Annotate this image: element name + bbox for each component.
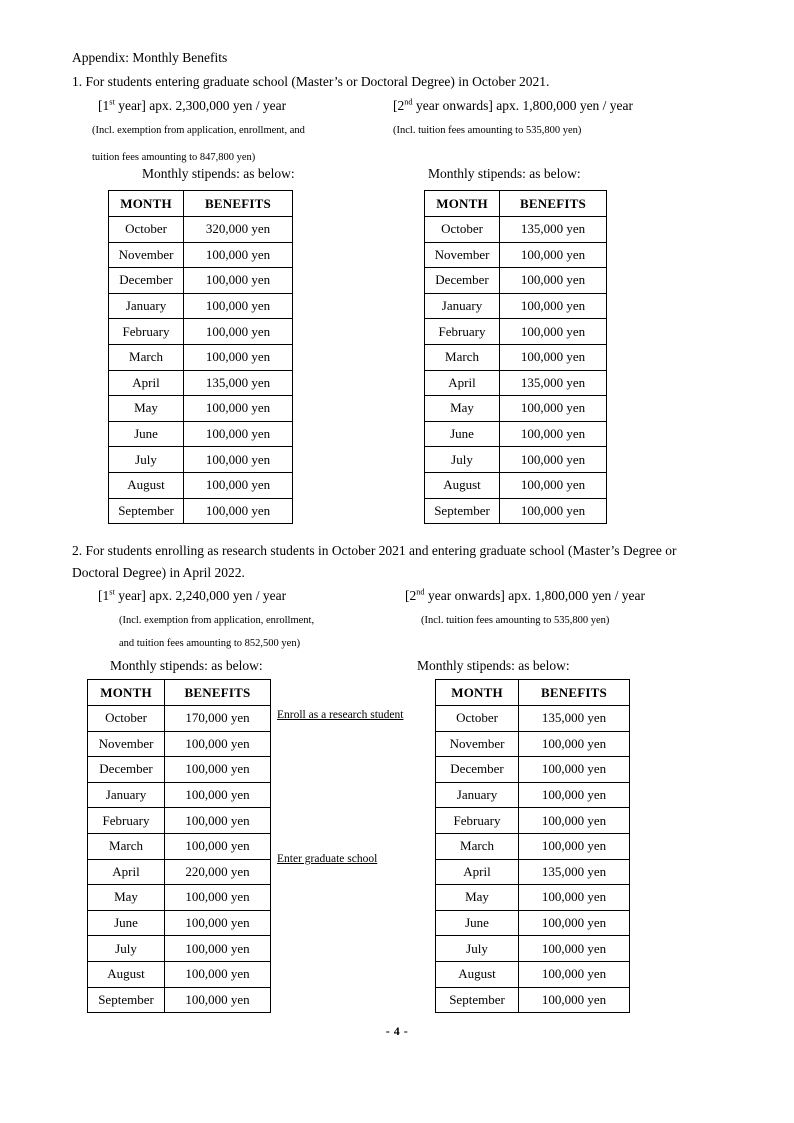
cell-benefit: 100,000 yen <box>500 396 607 422</box>
annotation-enroll-research-student: Enroll as a research student <box>277 709 404 721</box>
cell-benefit: 100,000 yen <box>519 731 630 757</box>
cell-month: July <box>436 936 519 962</box>
cell-benefit: 135,000 yen <box>519 859 630 885</box>
table-row <box>436 757 630 783</box>
cell-benefit: 100,000 yen <box>165 885 271 911</box>
cell-month: February <box>109 319 184 345</box>
table-body <box>109 217 293 524</box>
cell-month: February <box>436 808 519 834</box>
cell-benefit: 100,000 yen <box>165 782 271 808</box>
table-header-row <box>425 191 607 217</box>
table-row <box>88 910 271 936</box>
section-1-left-note-line-2: tuition fees amounting to 847,800 yen) <box>92 152 256 163</box>
page-title: Appendix: Monthly Benefits <box>72 50 228 65</box>
cell-benefit: 100,000 yen <box>519 833 630 859</box>
section-2-heading: 2. For students enrolling as research students in October 2021 and entering graduate school (Master’s Degree or Doctoral Degree) in April 2022. <box>72 543 677 580</box>
cell-month: June <box>425 421 500 447</box>
cell-benefit: 100,000 yen <box>519 757 630 783</box>
section-2-right-stipend-label: Monthly stipends: as below: <box>417 658 570 673</box>
cell-month: September <box>109 498 184 524</box>
cell-month: March <box>88 833 165 859</box>
table-row <box>88 987 271 1013</box>
cell-month: November <box>436 731 519 757</box>
table-row <box>109 319 293 345</box>
table-row <box>436 706 630 732</box>
amount-prefix: [1 <box>98 98 110 113</box>
cell-month: January <box>88 782 165 808</box>
table-row <box>109 370 293 396</box>
ordinal-suffix: st <box>109 587 115 597</box>
column-header-benefits: BENEFITS <box>519 680 630 706</box>
table-row <box>436 859 630 885</box>
table-row <box>88 757 271 783</box>
cell-month: May <box>88 885 165 911</box>
cell-benefit: 100,000 yen <box>165 910 271 936</box>
cell-benefit: 100,000 yen <box>500 498 607 524</box>
table-row <box>425 242 607 268</box>
cell-benefit: 100,000 yen <box>519 961 630 987</box>
table-row <box>436 910 630 936</box>
table-row <box>88 782 271 808</box>
section-2-right-amount <box>405 589 645 603</box>
amount-rest: year onwards] apx. 1,800,000 yen / year <box>412 98 634 113</box>
section-1-right-amount <box>393 99 633 113</box>
table-row <box>436 731 630 757</box>
cell-month: December <box>425 268 500 294</box>
cell-benefit: 100,000 yen <box>500 319 607 345</box>
cell-benefit: 100,000 yen <box>500 268 607 294</box>
benefits-table-second-year-onwards-research-student <box>435 679 630 1013</box>
table-row <box>109 268 293 294</box>
cell-benefit: 100,000 yen <box>184 421 293 447</box>
cell-month: December <box>436 757 519 783</box>
cell-benefit: 100,000 yen <box>184 268 293 294</box>
cell-month: March <box>436 833 519 859</box>
cell-benefit: 100,000 yen <box>519 987 630 1013</box>
cell-benefit: 100,000 yen <box>184 472 293 498</box>
table-row <box>425 472 607 498</box>
ordinal-suffix: nd <box>416 587 425 597</box>
cell-month: September <box>425 498 500 524</box>
benefits-table-second-year-onwards-direct-entry <box>424 190 607 524</box>
table-body <box>425 217 607 524</box>
cell-month: February <box>88 808 165 834</box>
cell-month: July <box>88 936 165 962</box>
cell-benefit: 100,000 yen <box>519 910 630 936</box>
table-body <box>436 706 630 1013</box>
table-row <box>88 961 271 987</box>
cell-benefit: 100,000 yen <box>500 344 607 370</box>
table-row <box>88 859 271 885</box>
cell-benefit: 135,000 yen <box>500 217 607 243</box>
cell-month: July <box>109 447 184 473</box>
cell-benefit: 100,000 yen <box>500 447 607 473</box>
table-row <box>425 217 607 243</box>
cell-benefit: 100,000 yen <box>500 242 607 268</box>
table-row <box>88 885 271 911</box>
table-row <box>425 396 607 422</box>
table-row <box>436 987 630 1013</box>
cell-benefit: 135,000 yen <box>500 370 607 396</box>
column-header-benefits: BENEFITS <box>165 680 271 706</box>
cell-month: July <box>425 447 500 473</box>
amount-rest: year] apx. 2,240,000 yen / year <box>114 588 287 603</box>
cell-benefit: 100,000 yen <box>165 961 271 987</box>
cell-month: June <box>436 910 519 936</box>
section-1-heading: 1. For students entering graduate school (Master’s or Doctoral Degree) in October 2021. <box>72 74 550 89</box>
cell-month: November <box>109 242 184 268</box>
section-1-left-stipend-label: Monthly stipends: as below: <box>142 166 295 181</box>
table-row <box>436 808 630 834</box>
table-row <box>425 370 607 396</box>
column-header-benefits: BENEFITS <box>184 191 293 217</box>
cell-month: May <box>109 396 184 422</box>
table-row <box>425 421 607 447</box>
cell-benefit: 100,000 yen <box>184 344 293 370</box>
cell-month: May <box>436 885 519 911</box>
cell-month: May <box>425 396 500 422</box>
table-row <box>436 961 630 987</box>
cell-month: December <box>109 268 184 294</box>
cell-benefit: 100,000 yen <box>184 447 293 473</box>
cell-month: November <box>425 242 500 268</box>
amount-rest: year onwards] apx. 1,800,000 yen / year <box>424 588 646 603</box>
table-header-row <box>436 680 630 706</box>
table-row <box>436 782 630 808</box>
section-2-right-note-line-1: (Incl. tuition fees amounting to 535,800 yen) <box>421 615 610 626</box>
cell-month: January <box>436 782 519 808</box>
section-2-left-amount <box>98 589 286 603</box>
cell-benefit: 100,000 yen <box>184 319 293 345</box>
cell-month: October <box>436 706 519 732</box>
cell-month: September <box>88 987 165 1013</box>
cell-month: April <box>109 370 184 396</box>
table-row <box>425 319 607 345</box>
cell-benefit: 100,000 yen <box>165 833 271 859</box>
cell-month: October <box>425 217 500 243</box>
cell-month: August <box>425 472 500 498</box>
benefits-table-first-year-research-student <box>87 679 271 1013</box>
amount-prefix: [2 <box>393 98 405 113</box>
cell-benefit: 320,000 yen <box>184 217 293 243</box>
cell-month: January <box>109 293 184 319</box>
cell-benefit: 100,000 yen <box>519 808 630 834</box>
cell-month: June <box>88 910 165 936</box>
cell-benefit: 100,000 yen <box>184 498 293 524</box>
table-row <box>109 293 293 319</box>
cell-month: April <box>425 370 500 396</box>
table-row <box>425 498 607 524</box>
cell-month: March <box>425 344 500 370</box>
table-row <box>88 936 271 962</box>
section-1-right-note-line-1: (Incl. tuition fees amounting to 535,800 yen) <box>393 125 582 136</box>
table-row <box>436 833 630 859</box>
cell-benefit: 170,000 yen <box>165 706 271 732</box>
table-row <box>109 447 293 473</box>
cell-month: December <box>88 757 165 783</box>
amount-prefix: [2 <box>405 588 417 603</box>
cell-month: April <box>88 859 165 885</box>
annotation-enter-graduate-school: Enter graduate school <box>277 853 378 865</box>
cell-benefit: 100,000 yen <box>519 936 630 962</box>
cell-month: August <box>88 961 165 987</box>
table-row <box>425 447 607 473</box>
section-2-left-note-line-1: (Incl. exemption from application, enrollment, <box>119 615 315 626</box>
cell-benefit: 100,000 yen <box>165 936 271 962</box>
benefits-table-first-year-direct-entry <box>108 190 293 524</box>
cell-month: March <box>109 344 184 370</box>
cell-benefit: 100,000 yen <box>184 293 293 319</box>
cell-benefit: 100,000 yen <box>165 757 271 783</box>
cell-benefit: 100,000 yen <box>184 396 293 422</box>
column-header-benefits: BENEFITS <box>500 191 607 217</box>
cell-benefit: 100,000 yen <box>500 472 607 498</box>
cell-benefit: 100,000 yen <box>519 885 630 911</box>
cell-month: August <box>109 472 184 498</box>
table-row <box>88 833 271 859</box>
cell-benefit: 100,000 yen <box>165 808 271 834</box>
table-row <box>88 731 271 757</box>
cell-month: June <box>109 421 184 447</box>
section-2-left-stipend-label: Monthly stipends: as below: <box>110 658 263 673</box>
column-header-month: MONTH <box>436 680 519 706</box>
table-row <box>88 706 271 732</box>
cell-benefit: 100,000 yen <box>165 731 271 757</box>
cell-month: September <box>436 987 519 1013</box>
table-row <box>425 344 607 370</box>
cell-benefit: 220,000 yen <box>165 859 271 885</box>
table-row <box>88 808 271 834</box>
cell-month: February <box>425 319 500 345</box>
cell-benefit: 100,000 yen <box>500 293 607 319</box>
table-row <box>425 293 607 319</box>
table-header-row <box>88 680 271 706</box>
section-1-right-stipend-label: Monthly stipends: as below: <box>428 166 581 181</box>
amount-prefix: [1 <box>98 588 110 603</box>
column-header-month: MONTH <box>88 680 165 706</box>
ordinal-suffix: st <box>109 97 115 107</box>
table-body <box>88 706 271 1013</box>
table-row <box>109 472 293 498</box>
cell-benefit: 100,000 yen <box>184 242 293 268</box>
column-header-month: MONTH <box>425 191 500 217</box>
section-1-left-note-line-1: (Incl. exemption from application, enrollment, and <box>92 125 305 136</box>
cell-month: November <box>88 731 165 757</box>
section-1-left-amount <box>98 99 286 113</box>
table-row <box>109 498 293 524</box>
table-row <box>109 217 293 243</box>
table-row <box>436 885 630 911</box>
section-2-left-note-line-2: and tuition fees amounting to 852,500 yen) <box>119 638 301 649</box>
cell-benefit: 100,000 yen <box>165 987 271 1013</box>
cell-benefit: 135,000 yen <box>519 706 630 732</box>
table-row <box>109 344 293 370</box>
ordinal-suffix: nd <box>404 97 413 107</box>
column-header-month: MONTH <box>109 191 184 217</box>
cell-month: October <box>109 217 184 243</box>
table-row <box>425 268 607 294</box>
cell-month: August <box>436 961 519 987</box>
amount-rest: year] apx. 2,300,000 yen / year <box>114 98 287 113</box>
table-row <box>109 242 293 268</box>
cell-benefit: 100,000 yen <box>519 782 630 808</box>
table-row <box>109 421 293 447</box>
table-row <box>436 936 630 962</box>
cell-benefit: 100,000 yen <box>500 421 607 447</box>
table-row <box>109 396 293 422</box>
table-header-row <box>109 191 293 217</box>
cell-month: January <box>425 293 500 319</box>
page-folio: - 4 - <box>385 1024 409 1038</box>
cell-month: April <box>436 859 519 885</box>
cell-benefit: 135,000 yen <box>184 370 293 396</box>
cell-month: October <box>88 706 165 732</box>
